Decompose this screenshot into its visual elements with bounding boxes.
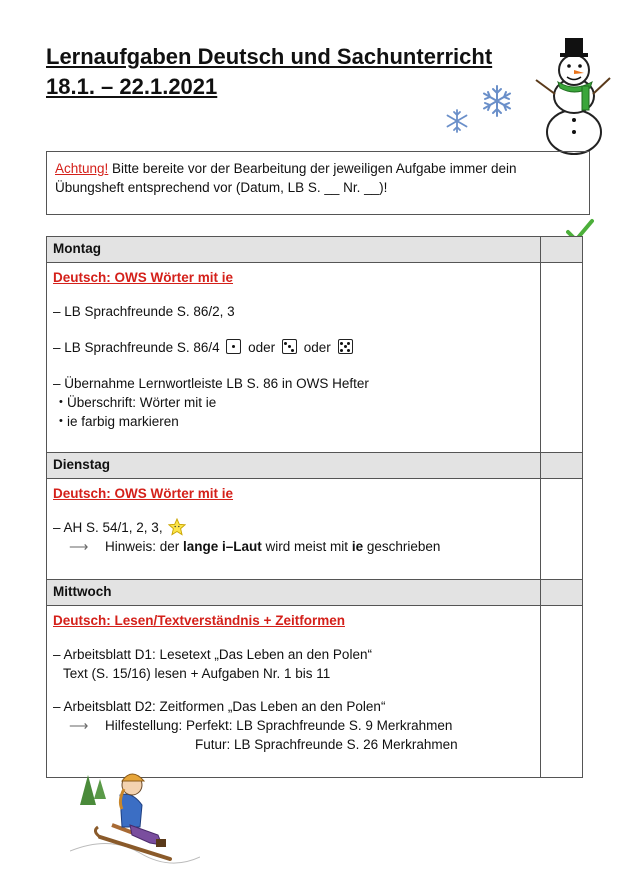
- task: – Übernahme Lernwortleiste LB S. 86 in OWS Hefter: [53, 376, 369, 391]
- check-cell: [541, 263, 583, 453]
- snowman-icon: [530, 36, 614, 156]
- day-name: Dienstag: [47, 453, 541, 479]
- day-name: Montag: [47, 237, 541, 263]
- check-cell: [541, 237, 583, 263]
- subject-heading: Deutsch: OWS Wörter mit ie: [53, 270, 234, 285]
- check-cell: [541, 479, 583, 580]
- notice-box: [46, 151, 590, 215]
- page-title: [46, 42, 492, 102]
- title-line-2: 18.1. – 22.1.2021: [46, 74, 218, 99]
- hint-line: ⟶ Hilfestellung: Perfekt: LB Sprachfreunde S. 9 Merkrahmen: [53, 716, 534, 735]
- star-icon: [168, 518, 186, 536]
- task: – Arbeitsblatt D2: Zeitformen „Das Leben an den Polen“: [53, 699, 386, 714]
- check-cell: [541, 453, 583, 479]
- hint-line: ⟶ Hinweis: der lange i–Laut wird meist mit ie geschrieben: [53, 537, 534, 556]
- day-header-row: [47, 580, 583, 606]
- task: – LB Sprachfreunde S. 86/2, 3: [53, 304, 235, 319]
- notice-text-1: Bitte bereite vor der Bearbeitung der jeweiligen Aufgabe immer dein: [108, 161, 517, 176]
- day-content-row: [47, 479, 583, 580]
- snowflake-icon: [480, 84, 514, 118]
- snowflake-icon: [444, 108, 470, 134]
- check-cell: [541, 606, 583, 778]
- day-content-row: [47, 263, 583, 453]
- sledding-girl-icon: [70, 765, 200, 865]
- title-line-1: Lernaufgaben Deutsch und Sachunterricht: [46, 44, 493, 69]
- arrow-icon: ⟶: [69, 718, 89, 733]
- hint-line: Futur: LB Sprachfreunde S. 26 Merkrahmen: [195, 737, 458, 752]
- task: – Arbeitsblatt D1: Lesetext „Das Leben an den Polen“: [53, 647, 372, 662]
- day-header-row: [47, 453, 583, 479]
- day-content-row: [47, 606, 583, 778]
- day-header-row: [47, 237, 583, 263]
- die-five-icon: [338, 339, 353, 354]
- weekly-plan-table: [46, 236, 583, 778]
- arrow-icon: ⟶: [69, 539, 89, 554]
- list-item: • Überschrift: Wörter mit ie: [53, 393, 534, 412]
- list-item: • ie farbig markieren: [53, 412, 534, 431]
- day-name: Mittwoch: [47, 580, 541, 606]
- task: – LB Sprachfreunde S. 86/4 oder oder: [53, 338, 534, 357]
- die-one-icon: [226, 339, 241, 354]
- notice-text-2: Übungsheft entsprechend vor (Datum, LB S. __ Nr. __)!: [55, 180, 388, 195]
- attention-label: Achtung!: [55, 161, 109, 176]
- subject-heading: Deutsch: Lesen/Textverständnis + Zeitformen: [53, 613, 345, 628]
- task-detail: Text (S. 15/16) lesen + Aufgaben Nr. 1 bis 11: [63, 666, 331, 681]
- check-cell: [541, 580, 583, 606]
- die-three-icon: [282, 339, 297, 354]
- subject-heading: Deutsch: OWS Wörter mit ie: [53, 486, 234, 501]
- task: – AH S. 54/1, 2, 3,: [53, 518, 534, 537]
